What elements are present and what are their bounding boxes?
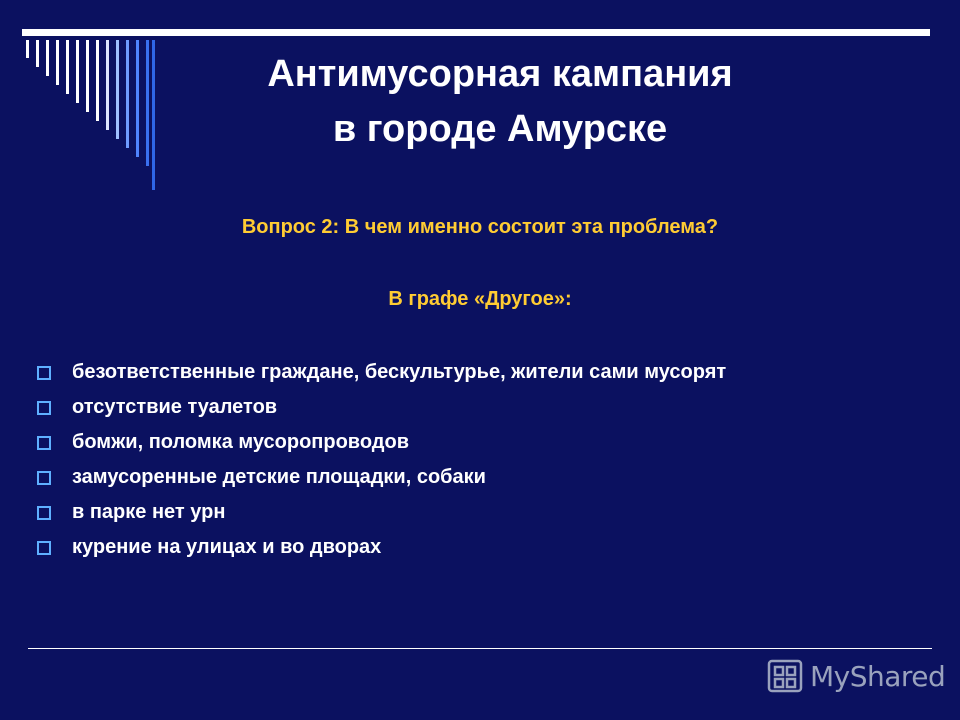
list-item xyxy=(37,390,726,425)
list-item xyxy=(37,530,726,565)
question-heading: Вопрос 2: В чем именно состоит эта проблема? xyxy=(241,216,719,238)
stripe xyxy=(36,40,39,67)
list-item-text: безответственные граждане, бескультурье, жители сами мусорят xyxy=(72,361,727,383)
top-rule xyxy=(22,29,930,36)
stripe xyxy=(136,40,139,157)
list-item xyxy=(37,425,726,460)
bullet-list xyxy=(37,355,726,565)
section-label: В графе «Другое»: xyxy=(388,288,572,310)
stripe xyxy=(116,40,119,139)
list-item-text: курение на улицах и во дворах xyxy=(72,536,382,558)
stripe xyxy=(56,40,59,85)
hollow-square-icon xyxy=(37,471,51,485)
stripe xyxy=(152,40,155,190)
list-item xyxy=(37,495,726,530)
list-item-text: в парке нет урн xyxy=(72,501,226,523)
watermark-text: MyShared xyxy=(810,659,946,693)
bottom-rule xyxy=(28,648,932,649)
hollow-square-icon xyxy=(37,541,51,555)
list-item-text: замусоренные детские площадки, собаки xyxy=(72,466,486,488)
title-line-1: Антимусорная кампания xyxy=(267,53,733,95)
stripe xyxy=(126,40,129,148)
hollow-square-icon xyxy=(37,401,51,415)
stripe xyxy=(106,40,109,130)
myshared-logo-icon xyxy=(766,658,804,694)
hollow-square-icon xyxy=(37,366,51,380)
stripe xyxy=(26,40,29,58)
stripe xyxy=(96,40,99,121)
stripe xyxy=(66,40,69,94)
stripe xyxy=(76,40,79,103)
hollow-square-icon xyxy=(37,506,51,520)
list-item xyxy=(37,460,726,495)
list-item xyxy=(37,355,726,390)
stripe xyxy=(86,40,89,112)
slide-title xyxy=(160,47,840,157)
watermark[interactable] xyxy=(766,656,945,696)
hollow-square-icon xyxy=(37,436,51,450)
stripe xyxy=(46,40,49,76)
stripe xyxy=(146,40,149,166)
list-item-text: отсутствие туалетов xyxy=(72,396,278,418)
title-line-2: в городе Амурске xyxy=(332,108,668,150)
list-item-text: бомжи, поломка мусоропроводов xyxy=(72,431,410,453)
